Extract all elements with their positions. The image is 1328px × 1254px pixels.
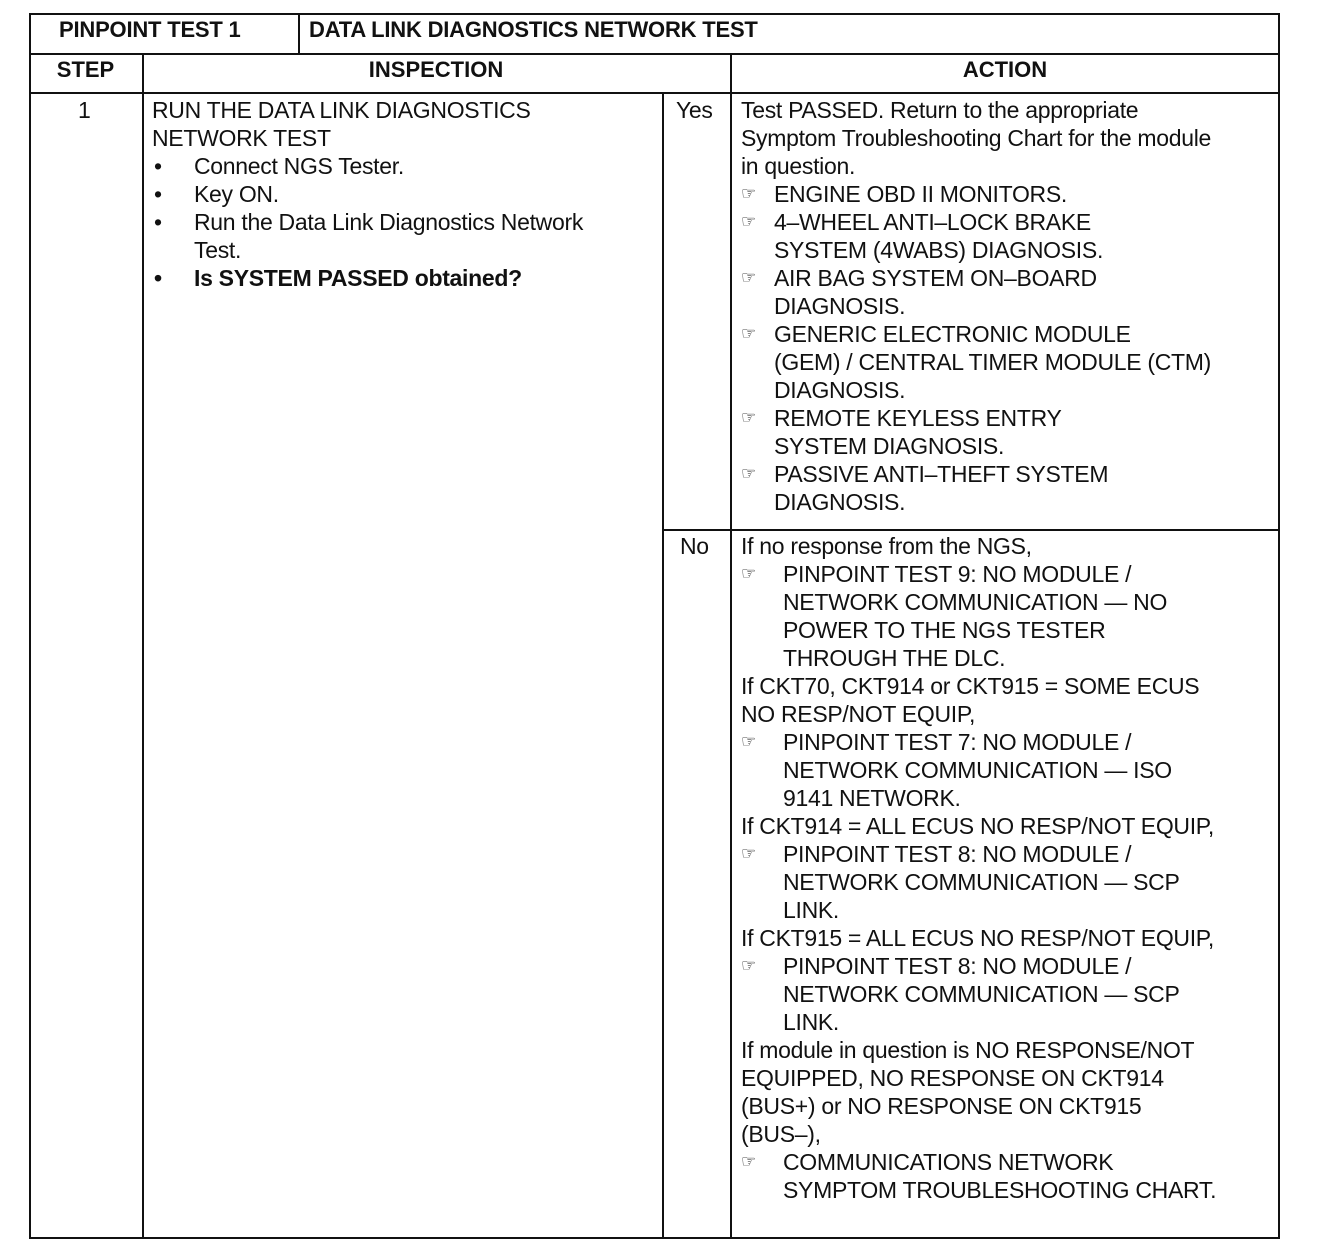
- no-condition: (BUS–),: [741, 1121, 821, 1147]
- reference-pats[interactable]: ☞ PASSIVE ANTI–THEFT SYSTEM DIAGNOSIS.: [741, 461, 1109, 515]
- inspection-question: • Is SYSTEM PASSED obtained?: [154, 265, 522, 291]
- inspection-bullet: • Run the Data Link Diagnostics Network Test.: [154, 209, 584, 263]
- reference-4wabs[interactable]: ☞ 4–WHEEL ANTI–LOCK BRAKE SYSTEM (4WABS) DIAGNOSIS.: [741, 209, 1104, 263]
- step-number: 1: [78, 97, 91, 123]
- inspection-bullet: • Key ON.: [154, 181, 279, 207]
- yes-intro: Symptom Troubleshooting Chart for the module: [741, 125, 1212, 151]
- reference-pinpoint-test-9[interactable]: ☞ PINPOINT TEST 9: NO MODULE / NETWORK COMMUNICATION — NO POWER TO THE NGS TESTER THROUGH THE DLC.: [741, 561, 1168, 671]
- no-condition: If no response from the NGS,: [741, 533, 1032, 559]
- pointing-hand-icon: ☞: [741, 324, 756, 343]
- column-header-action: ACTION: [962, 57, 1048, 82]
- yes-action-cell: [741, 96, 1273, 516]
- no-condition: (BUS+) or NO RESPONSE ON CKT915: [741, 1093, 1142, 1119]
- bullet-dot: •: [154, 153, 162, 179]
- pointing-hand-icon: ☞: [741, 732, 756, 751]
- no-label: No: [680, 533, 709, 559]
- inspection-title: RUN THE DATA LINK DIAGNOSTICS: [152, 97, 531, 123]
- divider: [29, 92, 1280, 94]
- divider: [662, 529, 1280, 531]
- pointing-hand-icon: ☞: [741, 184, 756, 203]
- pointing-hand-icon: ☞: [741, 564, 756, 583]
- no-condition: If CKT915 = ALL ECUS NO RESP/NOT EQUIP,: [741, 925, 1214, 951]
- divider: [662, 92, 664, 1239]
- pointing-hand-icon: ☞: [741, 408, 756, 427]
- pointing-hand-icon: ☞: [741, 464, 756, 483]
- no-condition: EQUIPPED, NO RESPONSE ON CKT914: [741, 1065, 1164, 1091]
- yes-intro: Test PASSED. Return to the appropriate: [741, 97, 1139, 123]
- reference-remote-keyless[interactable]: ☞ REMOTE KEYLESS ENTRY SYSTEM DIAGNOSIS.: [741, 405, 1062, 459]
- reference-air-bag[interactable]: ☞ AIR BAG SYSTEM ON–BOARD DIAGNOSIS.: [741, 265, 1097, 319]
- reference-pinpoint-test-8[interactable]: ☞ PINPOINT TEST 8: NO MODULE / NETWORK COMMUNICATION — SCP LINK.: [741, 841, 1180, 923]
- no-condition: If module in question is NO RESPONSE/NOT: [741, 1037, 1195, 1063]
- reference-pinpoint-test-7[interactable]: ☞ PINPOINT TEST 7: NO MODULE / NETWORK COMMUNICATION — ISO 9141 NETWORK.: [741, 729, 1172, 811]
- bullet-dot: •: [154, 265, 162, 291]
- inspection-bullet: • Connect NGS Tester.: [154, 153, 404, 179]
- bullet-dot: •: [154, 209, 162, 235]
- column-header-step: STEP: [56, 57, 115, 82]
- reference-engine-obd[interactable]: ☞ ENGINE OBD II MONITORS.: [741, 181, 1067, 207]
- pointing-hand-icon: ☞: [741, 1152, 756, 1171]
- inspection-cell: [152, 96, 657, 292]
- divider: [142, 53, 144, 1239]
- inspection-title: NETWORK TEST: [152, 125, 331, 151]
- no-condition: NO RESP/NOT EQUIP,: [741, 701, 976, 727]
- test-title: DATA LINK DIAGNOSTICS NETWORK TEST: [309, 17, 758, 42]
- no-action-cell: [741, 532, 1273, 1204]
- no-condition: If CKT914 = ALL ECUS NO RESP/NOT EQUIP,: [741, 813, 1214, 839]
- divider: [730, 53, 732, 1239]
- column-header-inspection: INSPECTION: [368, 57, 504, 82]
- yes-label: Yes: [676, 97, 713, 123]
- pointing-hand-icon: ☞: [741, 844, 756, 863]
- no-condition: If CKT70, CKT914 or CKT915 = SOME ECUS: [741, 673, 1200, 699]
- pointing-hand-icon: ☞: [741, 212, 756, 231]
- divider: [29, 53, 1280, 55]
- bullet-dot: •: [154, 181, 162, 207]
- pointing-hand-icon: ☞: [741, 956, 756, 975]
- pointing-hand-icon: ☞: [741, 268, 756, 287]
- yes-intro: in question.: [741, 153, 856, 179]
- test-label: PINPOINT TEST 1: [59, 17, 241, 42]
- reference-gem-ctm[interactable]: ☞ GENERIC ELECTRONIC MODULE (GEM) / CENTRAL TIMER MODULE (CTM) DIAGNOSIS.: [741, 321, 1212, 403]
- reference-pinpoint-test-8[interactable]: ☞ PINPOINT TEST 8: NO MODULE / NETWORK COMMUNICATION — SCP LINK.: [741, 953, 1180, 1035]
- divider: [298, 13, 300, 54]
- reference-communications-network[interactable]: ☞ COMMUNICATIONS NETWORK SYMPTOM TROUBLESHOOTING CHART.: [741, 1149, 1217, 1203]
